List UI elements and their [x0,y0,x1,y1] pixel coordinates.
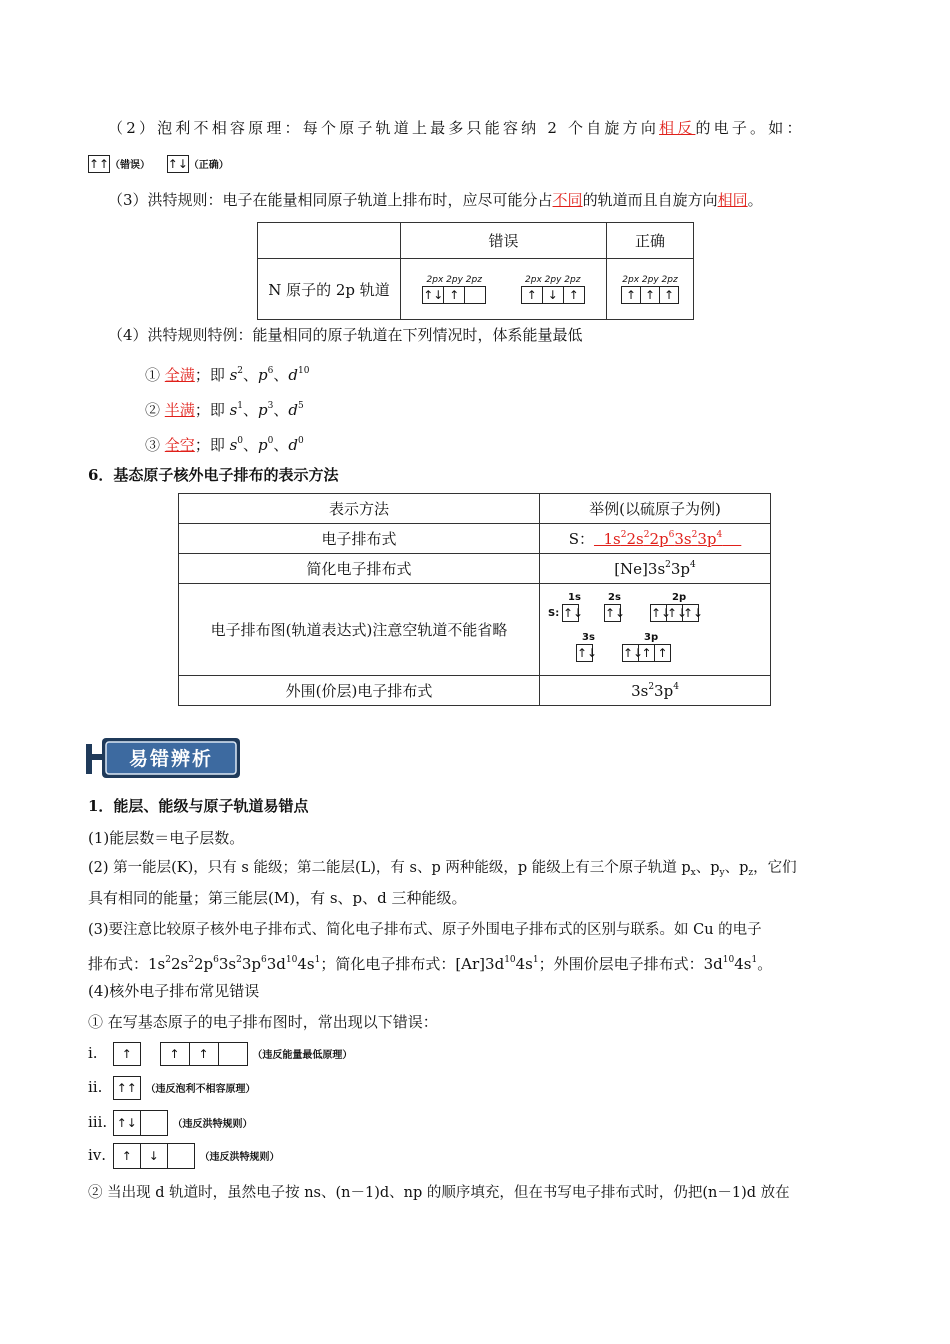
error-case-3: ⅲ. ↑↓ （违反洪特规则） [88,1110,253,1136]
pauli-example: ↑↑ （错误） ↑↓ （正确） [89,157,229,171]
special-item-3: ③ 全空；即 $s^0$、$p^0$、$d^0$ [145,436,304,454]
section-banner [86,736,241,780]
pauli-wrong-note: （错误） [110,160,150,171]
errors-p3a: (3)要注意比较原子核外电子排布式、简化电子排布式、原子外围电子排布式的区别与联系。如 Cu 的电子 [88,922,762,938]
error-case-2: ⅱ. ↑↑ （违反泡利不相容原理） [88,1076,256,1100]
section6-title: 6．基态原子核外电子排布的表示方法 [88,466,339,484]
config-row-method: 简化电子排布式 [179,554,540,584]
config-header-method: 表示方法 [179,494,540,524]
hund-col-right: 正确 [607,223,694,259]
pauli-right-note: （正确） [188,160,229,171]
errors-p2c: 具有相同的能量；第三能层(M)，有 s、p、d 三种能级。 [88,889,467,907]
config-row-example: $[Ne]3s^23p^4$ [540,554,771,584]
hund-right-cell: 2px 2py 2pz ↑ ↑ ↑ [607,259,694,320]
hund-col-wrong: 错误 [401,223,607,259]
config-row-method: 电子排布式 [179,524,540,554]
wrong-orbital-1: 2px 2py 2pz ↑↓ ↑ [422,275,486,304]
hund-table [257,222,694,320]
wrong-orbital-2: 2px 2py 2pz ↑ ↓ ↑ [521,275,585,304]
errors-heading: 1．能层、能级与原子轨道易错点 [88,797,309,815]
errors-p6: ② 当出现 d 轨道时，虽然电子按 ns、(n－1)d、np 的顺序填充，但在书写电子排布式时，仍把(n－1)d 放在 [88,1185,790,1201]
errors-p5: ① 在写基态原子的电子排布图时，常出现以下错误： [88,1013,438,1031]
error-case-1: ⅰ. ↑ ↑ ↑ （违反能量最低原理） [88,1042,352,1066]
config-row-example: S： $1s^22s^22p^63s^23p^4$ [540,524,771,554]
errors-p3b: 排布式：$1s^22s^22p^63s^23p^63d^{10}4s^1$；简化电子排布式：$[Ar]3d^{10}4s^1$；外围价层电子排布式：$3d^{10}4s^1$。 [88,955,773,973]
hund-text: （3）洪特规则：电子在能量相同原子轨道上排布时，应尽可能分占 [108,191,553,209]
hund-answer-1: 不同 [552,191,583,209]
pauli-line [108,118,805,138]
pauli-answer: 相反 [659,119,696,137]
special-item-1: ① 全满；即 $s^2$、$p^6$、$d^{10}$ [145,366,310,384]
banner-title: 易错辨析 [128,748,213,770]
hund-text-mid: 的轨道而且自旋方向 [582,191,718,209]
special-item-2: ② 半满；即 $s^1$、$p^3$、$d^5$ [145,401,304,419]
config-row-example: $3s^23p^4$ [540,676,771,706]
errors-p2: (2) 第一能层(K)，只有 s 能级；第二能层(L)，有 s、p 两种能级，p 能级上有三个原子轨道 $p_x$、$p_y$、$p_z$，它们 [88,860,797,878]
hund-row-label: N 原子的 2p 轨道 [258,259,401,320]
pauli-text: （2）泡利不相容原理：每个原子轨道上最多只能容纳 2 个自旋方向 [108,119,660,137]
config-row-method: 外围(价层)电子排布式 [179,676,540,706]
sulfur-orbital-diagram: 1s 2s 2p S: ↑↓ ↑↓ ↑↓ ↑↓ ↑↓ 3s 3p ↑↓ ↑↓ ↑ ↑ [540,584,771,676]
hund-text-end: 。 [747,191,763,209]
errors-p4: (4)核外电子排布常见错误 [88,982,260,1000]
error-case-4: ⅳ. ↑ ↓ （违反洪特规则） [88,1143,280,1169]
errors-p1: (1)能层数＝电子层数。 [88,829,245,847]
config-header-example: 举例(以硫原子为例) [540,494,771,524]
hund-line [108,190,763,210]
config-row-method: 电子排布图(轨道表达式)注意空轨道不能省略 [179,584,540,676]
pauli-text-end: 的电子。如： [695,119,805,137]
hund-answer-2: 相同 [717,191,748,209]
special-title: （4）洪特规则特例：能量相同的原子轨道在下列情况时，体系能量最低 [108,326,583,344]
hund-wrong-cell [401,259,607,320]
config-table [178,493,771,706]
